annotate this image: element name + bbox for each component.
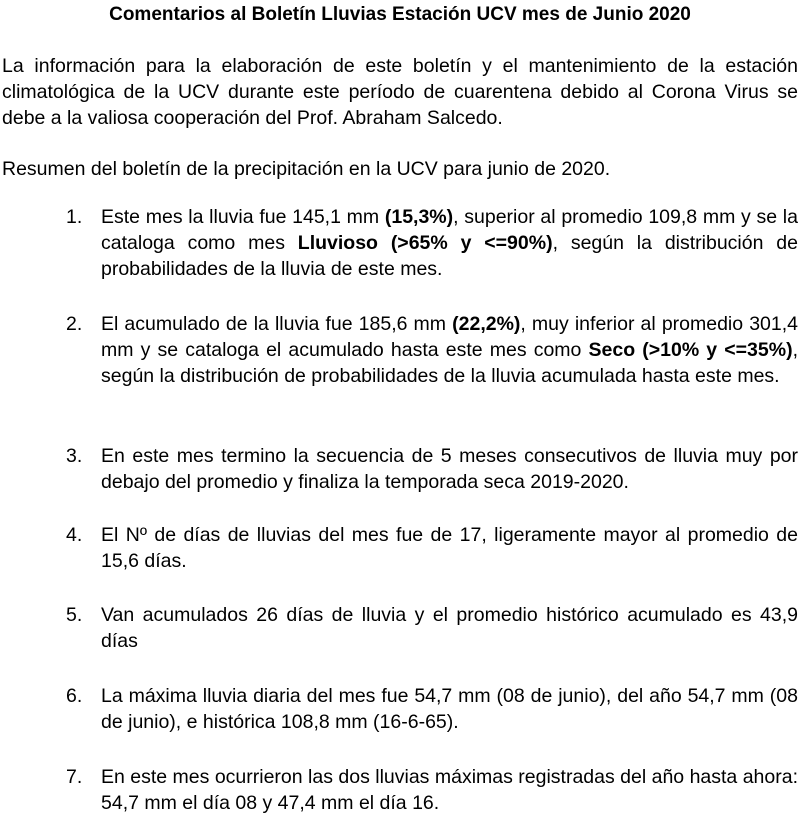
list-item-text [101,204,798,282]
body-text: , según la distribución de probabilidades de la lluvia acumulada hasta este mes. [101,339,799,387]
list-item-number: 7. [66,766,83,788]
list-item-text [101,522,798,574]
body-text: En este mes ocurrieron las dos lluvias máximas registradas del año hasta ahora: 54,7 mm el día 08 y 47,4 mm el día 16. [101,766,798,814]
list-item-text [101,683,798,735]
body-text: El Nº de días de lluvias del mes fue de 17, ligeramente mayor al promedio de 15,6 días. [101,524,798,572]
emphasis-text: (22,2%) [452,313,521,335]
summary-heading: Resumen del boletín de la precipitación en la UCV para junio de 2020. [2,158,611,180]
list-item-number: 4. [66,524,83,546]
intro-paragraph: La información para la elaboración de este boletín y el mantenimiento de la estación climatológica de la UCV durante este período de cuarentena debido al Corona Virus se debe a la valiosa cooperación del Prof. Abraham Salcedo. [2,55,798,129]
body-text: , muy inferior al promedio 301,4 mm y se cataloga el acumulado hasta este mes como [101,313,798,361]
list-item-number: 1. [66,206,83,228]
body-text: El acumulado de la lluvia fue 185,6 mm [101,313,453,335]
list-item-text [101,443,798,495]
emphasis-text: Seco (>10% y <=35%) [588,339,793,361]
list-item-text [101,311,798,389]
body-text: En este mes termino la secuencia de 5 meses consecutivos de lluvia muy por debajo del promedio y finaliza la temporada seca 2019-2020. [101,445,798,493]
document-title: Comentarios al Boletín Lluvias Estación UCV mes de Junio 2020 [109,4,691,25]
list-item-number: 2. [66,313,83,335]
body-text: Van acumulados 26 días de lluvia y el promedio histórico acumulado es 43,9 días [101,604,798,652]
list-item-text [101,764,798,816]
body-text: La máxima lluvia diaria del mes fue 54,7 mm (08 de junio), del año 54,7 mm (08 de junio), e histórica 108,8 mm (16-6-65). [101,685,798,733]
body-text: , según la distribución de probabilidades de la lluvia de este mes. [101,232,798,280]
body-text: , superior al promedio 109,8 mm y se la cataloga como mes [101,206,798,254]
body-text: Este mes la lluvia fue 145,1 mm [101,206,385,228]
emphasis-text: Lluvioso (>65% y <=90%) [297,232,553,254]
emphasis-text: (15,3%) [384,206,454,228]
list-item-text [101,602,798,654]
list-item-number: 3. [66,445,83,467]
list-item-number: 5. [66,604,83,626]
list-item-number: 6. [66,685,83,707]
